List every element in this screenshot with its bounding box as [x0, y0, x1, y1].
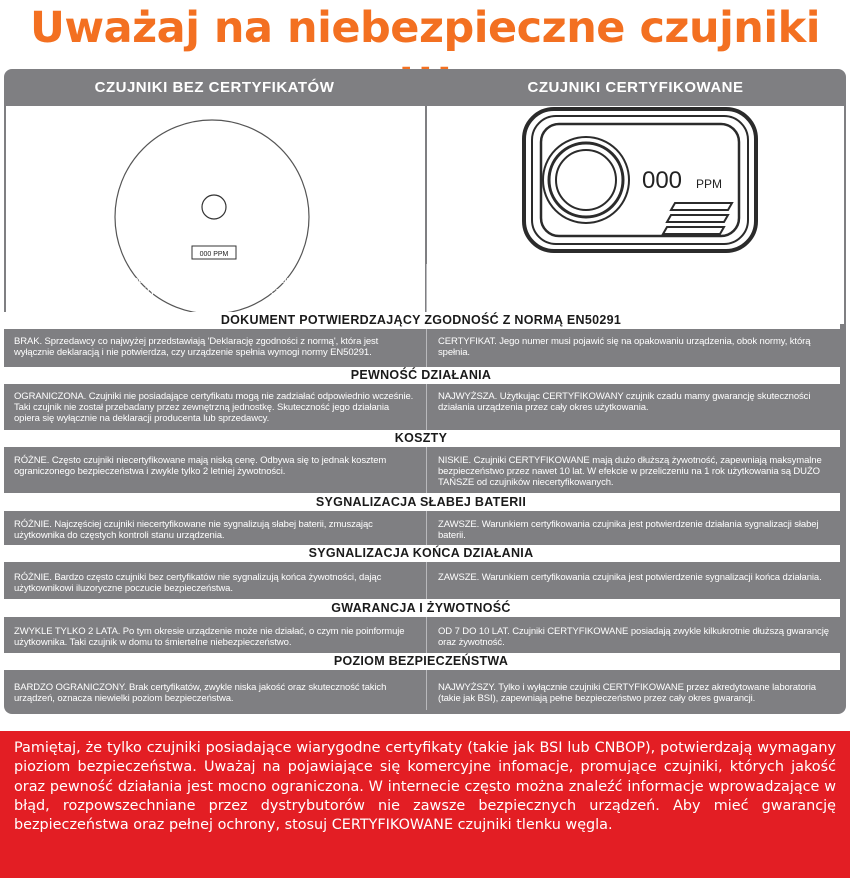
section-text-warranty-uncertified: ZWYKLE TYLKO 2 LATA. Po tym okresie urządzenie może nie działać, o czym nie poinformuje użytkownika. Taki czujnik w domu to śmiertelne niebezpieczeństwo.	[14, 626, 405, 648]
section-heading-end-of-life: SYGNALIZACJA KOŃCA DZIAŁANIA	[2, 545, 840, 562]
column-header-uncertified: CZUJNIKI BEZ CERTYFIKATÓW	[94, 79, 335, 96]
section-text-safety-level-certified: NAJWYŻSZY. Tylko i wyłącznie czujniki CERTYFIKOWANE przez akredytowane laboratoria (takie jak BSI), zapewniają pełne bezpieczeństwo przez cały okres gwarancji.	[438, 682, 816, 704]
section-text-certificate-uncertified: BRAK. Sprzedawcy co najwyżej przedstawiają 'Deklarację zgodności z normą', która jest wyłącznie deklaracją i nie potwierdza, czy urządzenie spełnia wymogi normy EN50291.	[14, 336, 379, 358]
column-separator	[426, 670, 427, 710]
section-heading-warranty: GWARANCJA I ŻYWOTNOŚĆ	[2, 599, 840, 617]
section-text-certificate-certified: CERTYFIKAT. Jego numer musi pojawić się na opakowaniu urządzenia, obok normy, którą spełnia.	[438, 336, 811, 358]
column-separator	[426, 447, 427, 493]
section-text-costs-uncertified: RÓŻNE. Często czujniki niecertyfikowane mają niską cenę. Odbywa się to jednak kosztem ograniczonego bezpieczeństwa i zwykle tylko 2 letniej żywotności.	[14, 455, 387, 477]
section-heading-costs: KOSZTY	[2, 430, 840, 447]
detector-sensor-rings	[543, 137, 629, 223]
warning-notice-text: Pamiętaj, że tylko czujniki posiadające wiarygodne certyfikaty (takie jak BSI lub CNBOP), potwierdzają wymagany pioziom bezpieczeństwa. Uważaj na pojawiające się komercyjne infomacje, promujące czujniki, których jakość oraz pewność działania jest mocno ograniczona. W internecie często można znaleźć informacje wprowadzające w błąd, rozpowszechniane przez dystrybutorów nie zawsze bezpiecznych urządzeń. Aby mieć gwarancję bezpieczeństwa oraz pełnej ochrony, stosuj CERTYFIKOWANE czujniki tlenku węgla.	[14, 740, 836, 834]
column-separator	[426, 511, 427, 545]
section-heading-certificate: DOKUMENT POTWIERDZAJĄCY ZGODNOŚĆ Z NORMĄ EN50291	[2, 312, 840, 329]
column-separator	[426, 329, 427, 367]
section-text-safety-level-uncertified: BARDZO OGRANICZONY. Brak certyfikatów, zwykle niska jakość oraz skuteczność takich urządzeń, oznacza niewielki poziom bezpieczeństwa.	[14, 682, 387, 704]
section-text-end-of-life-uncertified: RÓŻNIE. Bardzo często czujniki bez certyfikatów nie sygnalizują końca żywotności, dając użytkownikowi iluzoryczne poczucie bezpieczeństwa.	[14, 572, 382, 594]
detector-vent-slots	[663, 203, 732, 234]
intro-uncertified: Takie urządzenia często sprzedawane są jako "certyfikowane", jednak jedynym certyfikatem jakie, posiadają jest dokument CE, który nie określa sposobu, w jaki czujnik ma działać oraz kiedy ma wykrywać tlenek węgla.	[14, 275, 416, 308]
column-separator	[426, 617, 427, 653]
section-heading-safety-level: POZIOM BEZPIECZEŃSTWA	[2, 653, 840, 670]
intro-certified: Czujnik CERTYFIKOWANY to urządzenie przebadane przez niezależne od producenta, akredytowane laboratorium (np. Angielskie BSI), które wystawiło CERTYFIKAT zgodności z normą.	[438, 275, 813, 308]
section-text-reliability-uncertified: OGRANICZONA. Czujniki nie posiadające certyfikatu mogą nie zadziałać odpowiednio wcześnie. Taki czujnik nie został przebadany przez zewnętrzną jednostkę. Skuteczność jego działania opiera się wyłącznie na deklaracji producenta lub sprzedawcy.	[14, 391, 414, 424]
section-heading-reliability: PEWNOŚĆ DZIAŁANIA	[2, 367, 840, 384]
certified-display-value: 000	[641, 167, 683, 194]
section-text-low-battery-certified: ZAWSZE. Warunkiem certyfikowania czujnika jest potwierdzenie działania sygnalizacji słabej baterii.	[438, 519, 819, 541]
column-separator	[426, 384, 427, 430]
detector-center-button	[202, 195, 226, 219]
section-text-reliability-certified: NAJWYŻSZA. Użytkując CERTYFIKOWANY czujnik czadu mamy gwarancję skuteczności działania urządzenia przez cały okres użytkowania.	[438, 391, 811, 413]
uncertified-display-text: 000 PPM	[199, 251, 229, 258]
page-title: Uważaj na niebezpieczne czujniki	[30, 3, 820, 53]
section-text-end-of-life-certified: ZAWSZE. Warunkiem certyfikowania czujnika jest potwierdzenie sygnalizacji końca działania.	[438, 572, 822, 583]
column-separator	[426, 562, 427, 599]
column-separator	[426, 264, 427, 312]
section-heading-low-battery: SYGNALIZACJA SŁABEJ BATERII	[2, 493, 840, 511]
warning-notice	[0, 731, 850, 878]
column-header-certified: CZUJNIKI CERTYFIKOWANE	[527, 79, 744, 96]
section-text-costs-certified: NISKIE. Czujniki CERTYFIKOWANE mają dużo dłuższą żywotność, zapewniają maksymalne bezpieczeństwo przez nawet 10 lat. W efekcie w przeliczeniu na 1 rok użytkowania są DUŻO TAŃSZE od czujników niecertyfikowanych.	[438, 455, 822, 488]
certified-display-unit: PPM	[695, 177, 723, 191]
section-text-low-battery-uncertified: RÓŻNIE. Najczęściej czujniki niecertyfikowane nie sygnalizują słabej baterii, zmuszając użytkownika do częstych kontroli stanu urządzenia.	[14, 519, 373, 541]
section-text-warranty-certified: OD 7 DO 10 LAT. Czujniki CERTYFIKOWANE posiadają zwykle kilkukrotnie dłuższą gwarancję oraz żywotność.	[438, 626, 829, 648]
